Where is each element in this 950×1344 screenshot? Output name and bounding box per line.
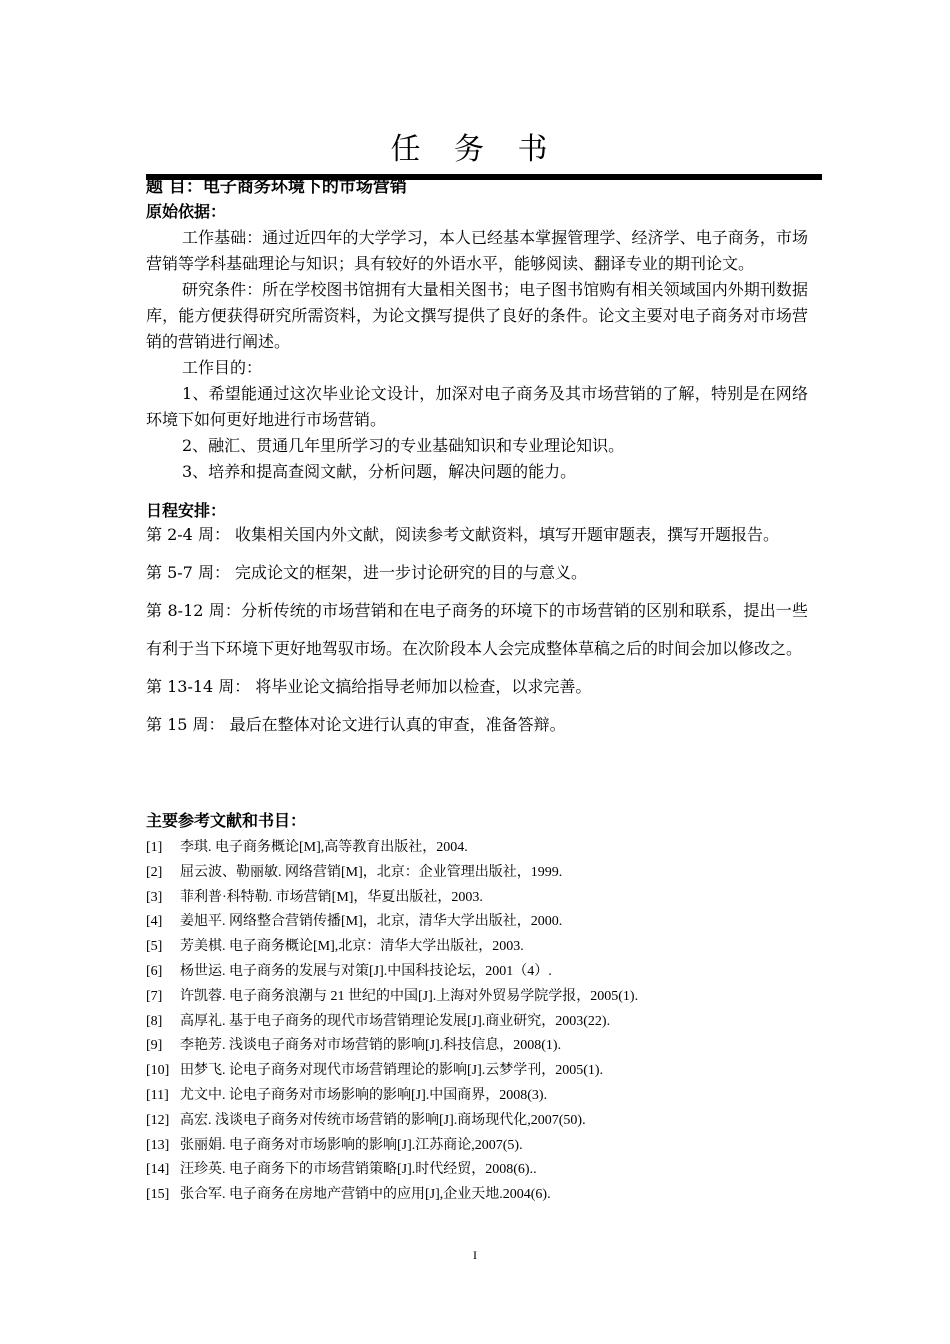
reference-text: 高宏. 浅谈电子商务对传统市场营销的影响[J].商场现代化,2007(50). — [180, 1112, 586, 1128]
reference-item — [146, 935, 808, 960]
reference-number: [6] — [146, 963, 163, 979]
reference-item — [146, 1084, 808, 1109]
reference-item — [146, 1059, 808, 1084]
schedule-item: 第 8-12 周：分析传统的市场营销和在电子商务的环境下的市场营销的区别和联系，提出一些有利于当下环境下更好地驾驭市场。在次阶段本人会完成整体草稿之后的时间会加以修改之。 — [146, 601, 808, 658]
reference-number: [8] — [146, 1013, 163, 1029]
subject-line: 题 目：电子商务环境下的市场营销 — [146, 177, 407, 197]
basis-paragraph: 研究条件：所在学校图书馆拥有大量相关图书；电子图书馆购有相关领域国内外期刊数据库，能方便获得研究所需资料，为论文撰写提供了良好的条件。论文主要对电子商务对市场营销的营销进行阐述。 — [146, 280, 808, 351]
reference-item — [146, 1134, 808, 1159]
reference-item — [146, 836, 808, 861]
reference-item — [146, 985, 808, 1010]
reference-text: 李琪. 电子商务概论[M],高等教育出版社，2004. — [180, 840, 468, 855]
schedule-section — [146, 516, 808, 744]
page-number: I — [473, 1248, 477, 1262]
reference-item — [146, 1010, 808, 1035]
reference-text: 杨世运. 电子商务的发展与对策[J].中国科技论坛，2001（4）. — [180, 963, 552, 979]
reference-item — [146, 1183, 808, 1208]
basis-section — [146, 225, 808, 485]
references-heading: 主要参考文献和书目： — [146, 811, 307, 830]
reference-text: 菲利普·科特勒. 市场营销[M]，华夏出版社，2003. — [180, 889, 483, 905]
reference-number: [13] — [146, 1137, 170, 1153]
reference-text: 李艳芳. 浅谈电子商务对市场营销的影响[J].科技信息，2008(1). — [180, 1038, 562, 1054]
reference-number: [1] — [146, 840, 163, 855]
reference-text: 张合军. 电子商务在房地产营销中的应用[J],企业天地.2004(6). — [180, 1187, 551, 1203]
reference-list — [146, 836, 808, 1208]
basis-paragraph: 1、希望能通过这次毕业论文设计，加深对电子商务及其市场营销的了解，特别是在网络环境下如何更好地进行市场营销。 — [146, 384, 808, 429]
reference-number: [2] — [146, 864, 163, 880]
reference-item — [146, 960, 808, 985]
schedule-item: 第 13-14 周： 将毕业论文搞给指导老师加以检查，以求完善。 — [146, 677, 592, 696]
reference-item — [146, 886, 808, 911]
reference-number: [14] — [146, 1162, 170, 1178]
reference-text: 田梦飞. 论电子商务对现代市场营销理论的影响[J].云梦学刊，2005(1). — [180, 1063, 604, 1079]
reference-number: [15] — [146, 1187, 170, 1203]
reference-item — [146, 861, 808, 886]
reference-item — [146, 1158, 808, 1183]
reference-text: 许凯蓉. 电子商务浪潮与 21 世纪的中国[J].上海对外贸易学院学报，2005(1). — [180, 988, 639, 1004]
page-title: 任 务 书 — [390, 132, 560, 167]
basis-paragraph: 3、培养和提高查阅文献，分析问题，解决问题的能力。 — [182, 462, 577, 481]
reference-text: 姜旭平. 网络整合营销传播[M]，北京，清华大学出版社，2000. — [180, 914, 563, 930]
reference-number: [7] — [146, 988, 163, 1004]
reference-text: 尤文中. 论电子商务对市场影响的影响[J].中国商界，2008(3). — [180, 1087, 548, 1103]
reference-number: [11] — [146, 1087, 169, 1103]
reference-text: 屈云波、勒丽敏. 网络营销[M]，北京：企业管理出版社，1999. — [180, 864, 563, 880]
schedule-item: 第 5-7 周： 完成论文的框架，进一步讨论研究的目的与意义。 — [146, 563, 588, 582]
reference-item — [146, 1109, 808, 1134]
reference-number: [9] — [146, 1038, 163, 1054]
reference-text: 高厚礼. 基于电子商务的现代市场营销理论发展[J].商业研究，2003(22). — [180, 1013, 611, 1029]
basis-paragraph: 工作基础：通过近四年的大学学习，本人已经基本掌握管理学、经济学、电子商务，市场营销等学科基础理论与知识；具有较好的外语水平，能够阅读、翻译专业的期刊论文。 — [146, 228, 808, 273]
reference-text: 芳美棋. 电子商务概论[M],北京：清华大学出版社，2003. — [180, 939, 524, 955]
schedule-item: 第 2-4 周： 收集相关国内外文献，阅读参考文献资料，填写开题审题表，撰写开题报告。 — [146, 525, 780, 544]
reference-item — [146, 910, 808, 935]
reference-number: [10] — [146, 1063, 170, 1079]
reference-text: 张丽娟. 电子商务对市场影响的影响[J].江苏商论,2007(5). — [180, 1137, 523, 1153]
reference-number: [5] — [146, 939, 163, 955]
schedule-item: 第 15 周： 最后在整体对论文进行认真的审查，准备答辩。 — [146, 715, 566, 734]
basis-heading: 原始依据： — [146, 202, 227, 221]
reference-text: 汪珍英. 电子商务下的市场营销策略[J].时代经贸，2008(6).. — [180, 1162, 537, 1178]
schedule-heading: 日程安排： — [146, 501, 227, 520]
reference-number: [12] — [146, 1112, 170, 1128]
basis-paragraph: 工作目的： — [182, 358, 263, 377]
basis-paragraph: 2、融汇、贯通几年里所学习的专业基础知识和专业理论知识。 — [182, 436, 625, 455]
reference-number: [4] — [146, 914, 163, 930]
reference-number: [3] — [146, 889, 163, 905]
reference-item — [146, 1034, 808, 1059]
